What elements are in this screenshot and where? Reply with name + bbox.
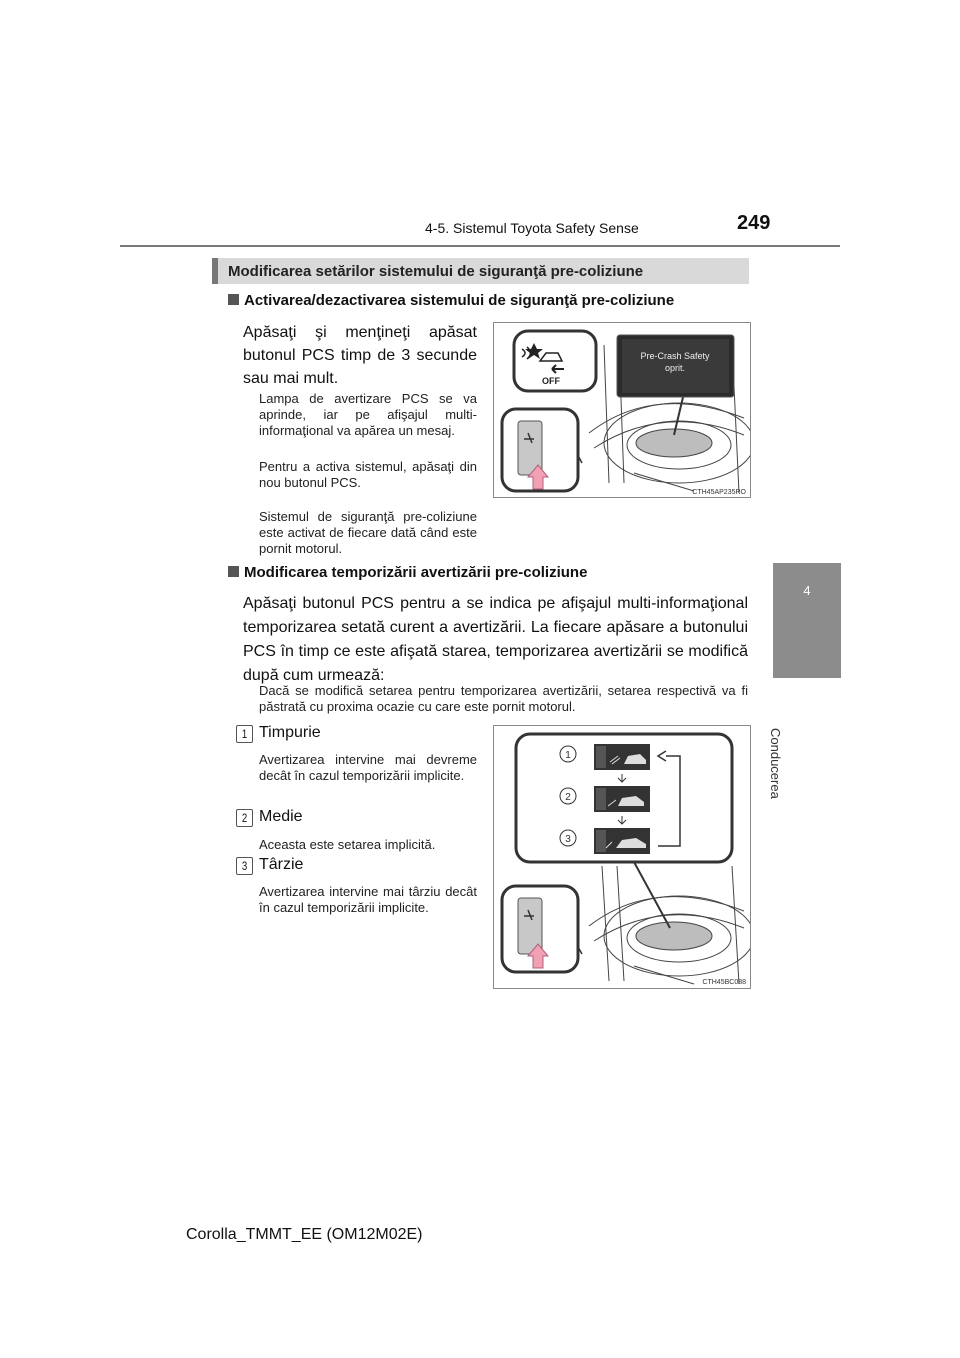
option-3-title: Târzie [259,856,304,873]
figure-code-2: CTH45BC088 [702,979,746,986]
option-2-number: 2 [236,809,253,827]
chapter-tab-label-wrap [768,630,805,799]
subheading-activation [228,292,674,309]
option-3-number: 3 [236,857,253,875]
square-bullet-icon [228,294,239,305]
timing-display-early [594,744,650,770]
off-label: OFF [542,376,560,386]
pcs-off-figure [493,322,751,498]
subheading-timing-text: Modificarea temporizării avertizării pre-coliziune [244,564,588,581]
timing-label-3: 3 [565,834,571,845]
header-rule [120,245,840,247]
activation-instruction: Apăsaţi şi menţineţi apăsat butonul PCS timp de 3 secunde sau mai mult. [243,324,477,387]
figure-code-1: CTH45AP235RO [692,489,746,496]
section-header [212,258,749,284]
timing-note: Dacă se modifică setarea pentru temporizarea avertizării, setarea respectivă va fi păstrată cu proxima ocazie cu care este pornit motorul. [259,683,748,714]
chapter-title: 4-5. Sistemul Toyota Safety Sense [425,220,639,236]
screen-text-2: oprit. [664,363,686,373]
activation-note-1: Lampa de avertizare PCS se va aprinde, iar pe afişajul multi-informaţional va apărea un mesaj. [259,391,477,438]
page-number: 249 [737,212,771,234]
warning-timing-figure [493,725,751,989]
subheading-timing [228,564,587,581]
option-2-title: Medie [259,808,303,825]
option-1-number: 1 [236,725,253,743]
subheading-activation-text: Activarea/dezactivarea sistemului de siguranţă pre-coliziune [244,292,675,309]
chapter-tab-number: 4 [803,583,811,598]
option-1-desc: Avertizarea intervine mai devreme decât în cazul temporizării implicite. [259,752,477,783]
timing-display-late [594,828,650,854]
activation-note-3: Sistemul de siguranţă pre-coliziune este activat de fiecare dată când este pornit motorul. [259,509,477,556]
chapter-tab-label: Conducerea [768,728,783,799]
section-title: Modificarea setărilor sistemului de siguranţă pre-coliziune [228,263,644,280]
timing-label-1: 1 [565,750,571,761]
option-1-title: Timpurie [259,724,321,741]
screen-text-1: Pre-Crash Safety [640,351,710,361]
square-bullet-icon [228,566,239,577]
footer-model: Corolla_TMMT_EE (OM12M02E) [186,1226,423,1243]
timing-display-medium [594,786,650,812]
activation-note-2: Pentru a activa sistemul, apăsaţi din nou butonul PCS. [259,459,477,490]
option-3-desc: Avertizarea intervine mai târziu decât în cazul temporizării implicite. [259,884,477,915]
timing-label-2: 2 [565,792,571,803]
timing-instruction: Apăsaţi butonul PCS pentru a se indica pe afişajul multi-informaţional temporizarea setată curent a avertizării. La fiecare apăsare a butonului PCS în timp ce este afişată starea, temporizarea avertizării se modifică după cum urmează: [243,595,748,684]
option-2-desc: Aceasta este setarea implicită. [259,837,436,852]
